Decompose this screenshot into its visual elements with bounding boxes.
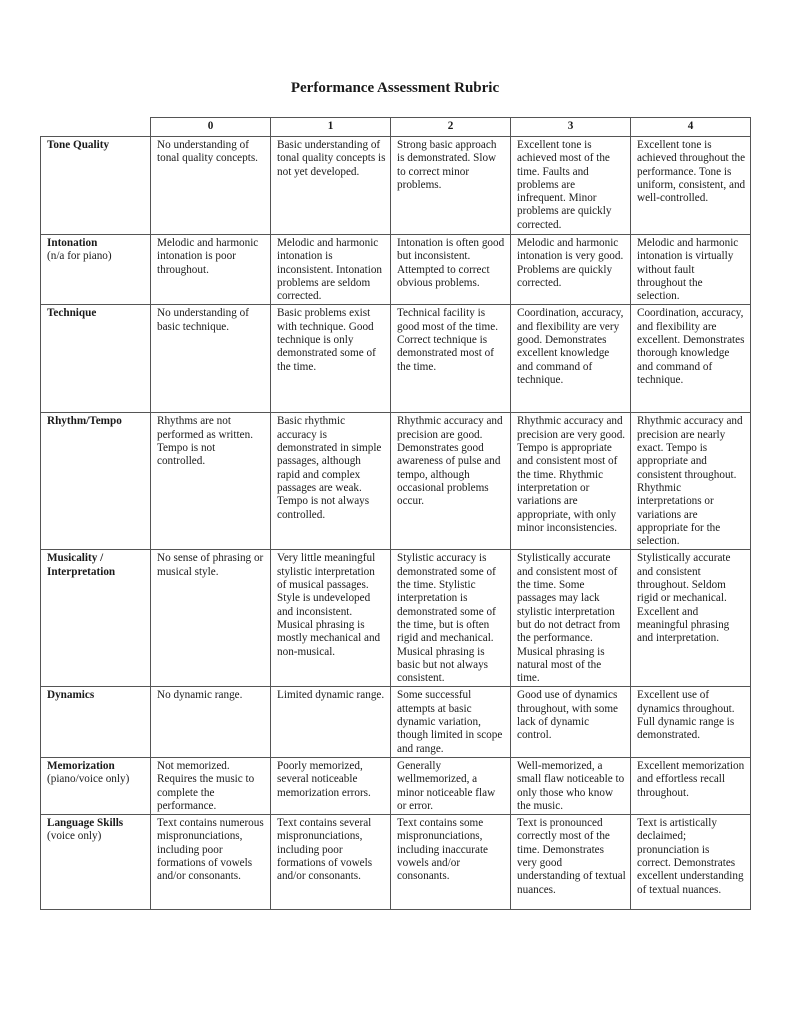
level-cell-1: Melodic and harmonic intonation is inconsistent. Intonation problems are seldom corrected.: [271, 235, 391, 305]
table-row-language-skills: [41, 815, 751, 910]
level-cell-4: Coordination, accuracy, and flexibility are excellent. Demonstrates thorough knowledge and command of technique.: [631, 305, 751, 413]
level-cell-3: Text is pronounced correctly most of the time. Demonstrates very good understanding of textual nuances.: [511, 815, 631, 910]
level-cell-1: Basic rhythmic accuracy is demonstrated in simple passages, although rapid and complex passages are weak. Tempo is not always controlled.: [271, 413, 391, 550]
level-cell-0: Melodic and harmonic intonation is poor throughout.: [151, 235, 271, 305]
level-cell-4: Excellent tone is achieved throughout the performance. Tone is uniform, consistent, and well-controlled.: [631, 137, 751, 235]
level-cell-1: Basic problems exist with technique. Good technique is only demonstrated some of the time.: [271, 305, 391, 413]
level-cell-0: No understanding of basic technique.: [151, 305, 271, 413]
criterion-name: Rhythm/Tempo: [47, 415, 122, 428]
criterion-cell: [41, 413, 151, 550]
level-cell-4: Rhythmic accuracy and precision are nearly exact. Tempo is appropriate and consistent throughout. Rhythmic interpretations or variations are appropriate for the selection.: [631, 413, 751, 550]
level-cell-4: Stylistically accurate and consistent throughout. Seldom rigid or mechanical. Excellent and meaningful phrasing and interpretation.: [631, 550, 751, 687]
criterion-name: Memorization: [47, 759, 115, 772]
table-row-tone-quality: [41, 137, 751, 235]
table-row-technique: [41, 305, 751, 413]
table-row-musicality: [41, 550, 751, 687]
level-cell-2: Some successful attempts at basic dynamic variation, though limited in scope and range.: [391, 687, 511, 757]
score-header-3: 3: [511, 118, 631, 137]
level-cell-3: Coordination, accuracy, and flexibility are very good. Demonstrates excellent knowledge and command of technique.: [511, 305, 631, 413]
level-cell-0: Text contains numerous mispronunciations, including poor formations of vowels and/or consonants.: [151, 815, 271, 910]
criterion-cell: [41, 550, 151, 687]
header-blank-cell: [41, 118, 151, 137]
criterion-cell: [41, 305, 151, 413]
criterion-name: Tone Quality: [47, 139, 110, 151]
header-row: [41, 118, 751, 137]
level-cell-0: No understanding of tonal quality concepts.: [151, 137, 271, 235]
level-cell-3: Well-memorized, a small flaw noticeable to only those who know the music.: [511, 757, 631, 814]
criterion-cell: [41, 235, 151, 305]
level-cell-4: Excellent memorization and effortless recall throughout.: [631, 757, 751, 814]
criterion-note: (n/a for piano): [47, 250, 112, 263]
rubric-table: [40, 117, 751, 910]
level-cell-1: Very little meaningful stylistic interpretation of musical passages. Style is undeveloped and inconsistent. Musical phrasing is mostly mechanical and non-musical.: [271, 550, 391, 687]
level-cell-1: Limited dynamic range.: [271, 687, 391, 757]
score-header-1: 1: [271, 118, 391, 137]
level-cell-2: Strong basic approach is demonstrated. Slow to correct minor problems.: [391, 137, 511, 235]
level-cell-3: Good use of dynamics throughout, with some lack of dynamic control.: [511, 687, 631, 757]
criterion-cell: [41, 757, 151, 814]
criterion-name: Intonation: [47, 237, 98, 249]
level-cell-3: Melodic and harmonic intonation is very good. Problems are quickly corrected.: [511, 235, 631, 305]
page-title: Performance Assessment Rubric: [290, 80, 500, 96]
criterion-cell: [41, 687, 151, 757]
level-cell-3: Rhythmic accuracy and precision are very good. Tempo is appropriate and consistent most of the time. Rhythmic interpretation or variations are appropriate, with only minor inconsistencies.: [511, 413, 631, 550]
level-cell-0: No dynamic range.: [151, 687, 271, 757]
score-header-4: 4: [631, 118, 751, 137]
criterion-note: (piano/voice only): [47, 773, 130, 786]
level-cell-2: Intonation is often good but inconsistent. Attempted to correct obvious problems.: [391, 235, 511, 305]
criterion-name: Dynamics: [47, 689, 95, 702]
level-cell-1: Basic understanding of tonal quality concepts is not yet developed.: [271, 137, 391, 235]
level-cell-4: Excellent use of dynamics throughout. Full dynamic range is demonstrated.: [631, 687, 751, 757]
level-cell-2: Text contains some mispronunciations, including inaccurate vowels and/or consonants.: [391, 815, 511, 910]
level-cell-3: Stylistically accurate and consistent most of the time. Some passages may lack stylistic interpretation but do not detract from the performance. Musical phrasing is natural most of the time.: [511, 550, 631, 687]
level-cell-1: Poorly memorized, several noticeable memorization errors.: [271, 757, 391, 814]
level-cell-2: Technical facility is good most of the time. Correct technique is demonstrated most of the time.: [391, 305, 511, 413]
level-cell-0: Rhythms are not performed as written. Tempo is not controlled.: [151, 413, 271, 550]
level-cell-2: Generally wellmemorized, a minor noticeable flaw or error.: [391, 757, 511, 814]
table-row-rhythm-tempo: [41, 413, 751, 550]
level-cell-2: Stylistic accuracy is demonstrated some of the time. Stylistic interpretation is demonstrated some of the time, but is often rigid and mechanical. Musical phrasing is basic but not always consistent.: [391, 550, 511, 687]
level-cell-0: Not memorized. Requires the music to complete the performance.: [151, 757, 271, 814]
level-cell-3: Excellent tone is achieved most of the time. Faults and problems are infrequent. Minor problems are quickly corrected.: [511, 137, 631, 235]
table-row-memorization: [41, 757, 751, 814]
criterion-name: Language Skills: [47, 817, 124, 830]
level-cell-2: Rhythmic accuracy and precision are good. Demonstrates good awareness of pulse and tempo, although occasional problems occur.: [391, 413, 511, 550]
criterion-name: Musicality / Interpretation: [47, 552, 116, 578]
criterion-note: (voice only): [47, 830, 102, 843]
level-cell-4: Text is artistically declaimed; pronunciation is correct. Demonstrates excellent understanding of textual nuances.: [631, 815, 751, 910]
criterion-name: Technique: [47, 307, 97, 320]
score-header-2: 2: [391, 118, 511, 137]
level-cell-0: No sense of phrasing or musical style.: [151, 550, 271, 687]
level-cell-1: Text contains several mispronunciations, including poor formations of vowels and/or consonants.: [271, 815, 391, 910]
criterion-cell: [41, 137, 151, 235]
table-row-dynamics: [41, 687, 751, 757]
score-header-0: 0: [151, 118, 271, 137]
criterion-cell: [41, 815, 151, 910]
level-cell-4: Melodic and harmonic intonation is virtually without fault throughout the selection.: [631, 235, 751, 305]
table-row-intonation: [41, 235, 751, 305]
